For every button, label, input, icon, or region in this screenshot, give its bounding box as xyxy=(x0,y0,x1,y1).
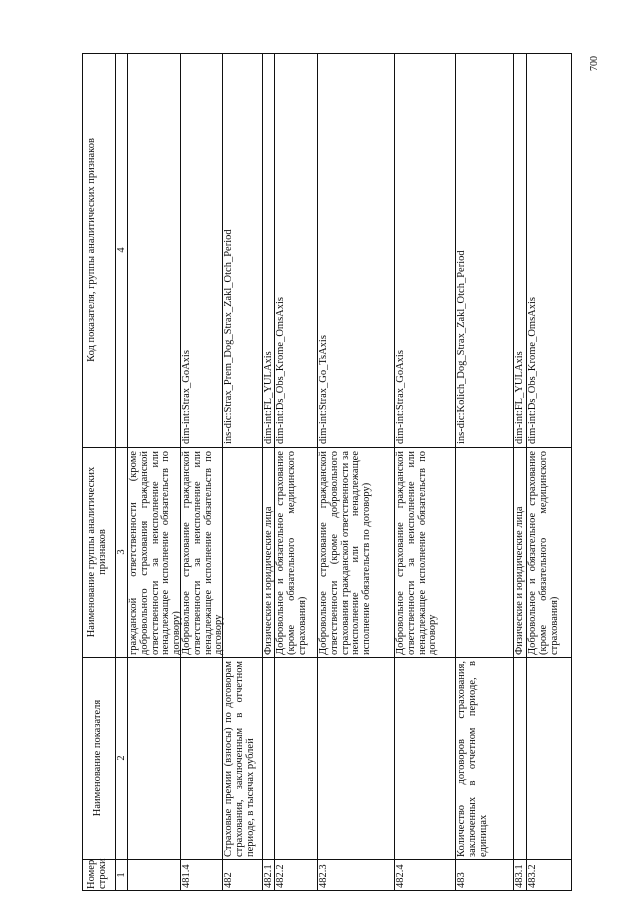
row-482-2-number: 482.2 xyxy=(275,864,286,888)
row-482-4-group: Добровольное страхование гражданской ответственности за неисполнение или ненадлежащее исполнение обязательств по договору xyxy=(395,451,439,655)
row-482-3-group: Добровольное страхование гражданской ответственности (кроме добровольного страхования гражданской ответственности за неисполнение или ненадлежащее исполнение обязательств по договору) xyxy=(318,451,373,655)
row-483-name: Количество договоров страхования, заключенных в отчетном периоде, в единицах xyxy=(456,661,489,857)
column-number-3: 3 xyxy=(116,549,127,555)
row-483-2-number: 483.2 xyxy=(527,864,538,888)
column-number-1: 1 xyxy=(116,872,127,878)
row-482-1-number: 482.1 xyxy=(263,864,274,888)
row-482-number: 482 xyxy=(223,872,234,888)
row-483-1-group: Физические и юридические лица xyxy=(514,506,525,655)
header-group-name: Наименование группы аналитических признаков xyxy=(86,466,108,638)
column-number-2: 2 xyxy=(116,755,127,761)
row-483-2-group: Добровольное и обязательное страхование (кроме обязательного медицинского страхования) xyxy=(527,451,560,655)
row-482-4-number: 482.4 xyxy=(395,864,406,888)
row-483-code: ins-dic:Kolich_Dog_Strax_Zakl_Otch_Period xyxy=(456,250,467,444)
row-482-1-group: Физические и юридические лица xyxy=(263,506,274,655)
row-482-3-code: dim-int:Strax_Go_TsAxis xyxy=(318,335,329,444)
row-483-number: 483 xyxy=(456,872,467,888)
header-indicator-name: Наименование показателя xyxy=(92,699,103,817)
row-482-2-group: Добровольное и обязательное страхование (кроме обязательного медицинского страхования) xyxy=(275,451,308,655)
row-482-2-code: dim-int:Ds_Obs_Krome_OmsAxis xyxy=(275,297,286,444)
row-482-code: ins-dic:Strax_Prem_Dog_Strax_Zakl_Otch_Period xyxy=(223,229,234,444)
row-continuation-group: гражданской ответственности (кроме добровольного страхования гражданской ответственности за неисполнение или ненадлежащее исполнение обязательств по договору) xyxy=(128,451,183,655)
rotated-table-page xyxy=(82,53,572,891)
header-code: Код показателя, группы аналитических признаков xyxy=(86,138,97,362)
row-481-4-code: dim-int:Strax_GoAxis xyxy=(181,350,192,444)
row-483-2-code: dim-int:Ds_Obs_Krome_OmsAxis xyxy=(527,297,538,444)
row-481-4-number: 481.4 xyxy=(181,864,192,888)
row-482-1-code: dim-int:FL_YULAxis xyxy=(263,351,274,444)
column-number-4: 4 xyxy=(116,247,127,253)
row-482-name: Страховые премии (взносы) по договорам страхования, заключенным в отчетном периоде, в тысячах рублей xyxy=(223,661,256,857)
row-483-1-number: 483.1 xyxy=(514,864,525,888)
row-483-1-code: dim-int:FL_YULAxis xyxy=(514,351,525,444)
page-number: 700 xyxy=(589,56,600,71)
row-482-4-code: dim-int:Strax_GoAxis xyxy=(395,350,406,444)
row-481-4-group: Добровольное страхование гражданской ответственности за неисполнение или ненадлежащее исполнение обязательств по договору xyxy=(181,451,225,655)
row-482-3-number: 482.3 xyxy=(318,864,329,888)
header-row-number: Номер строки xyxy=(86,858,108,889)
